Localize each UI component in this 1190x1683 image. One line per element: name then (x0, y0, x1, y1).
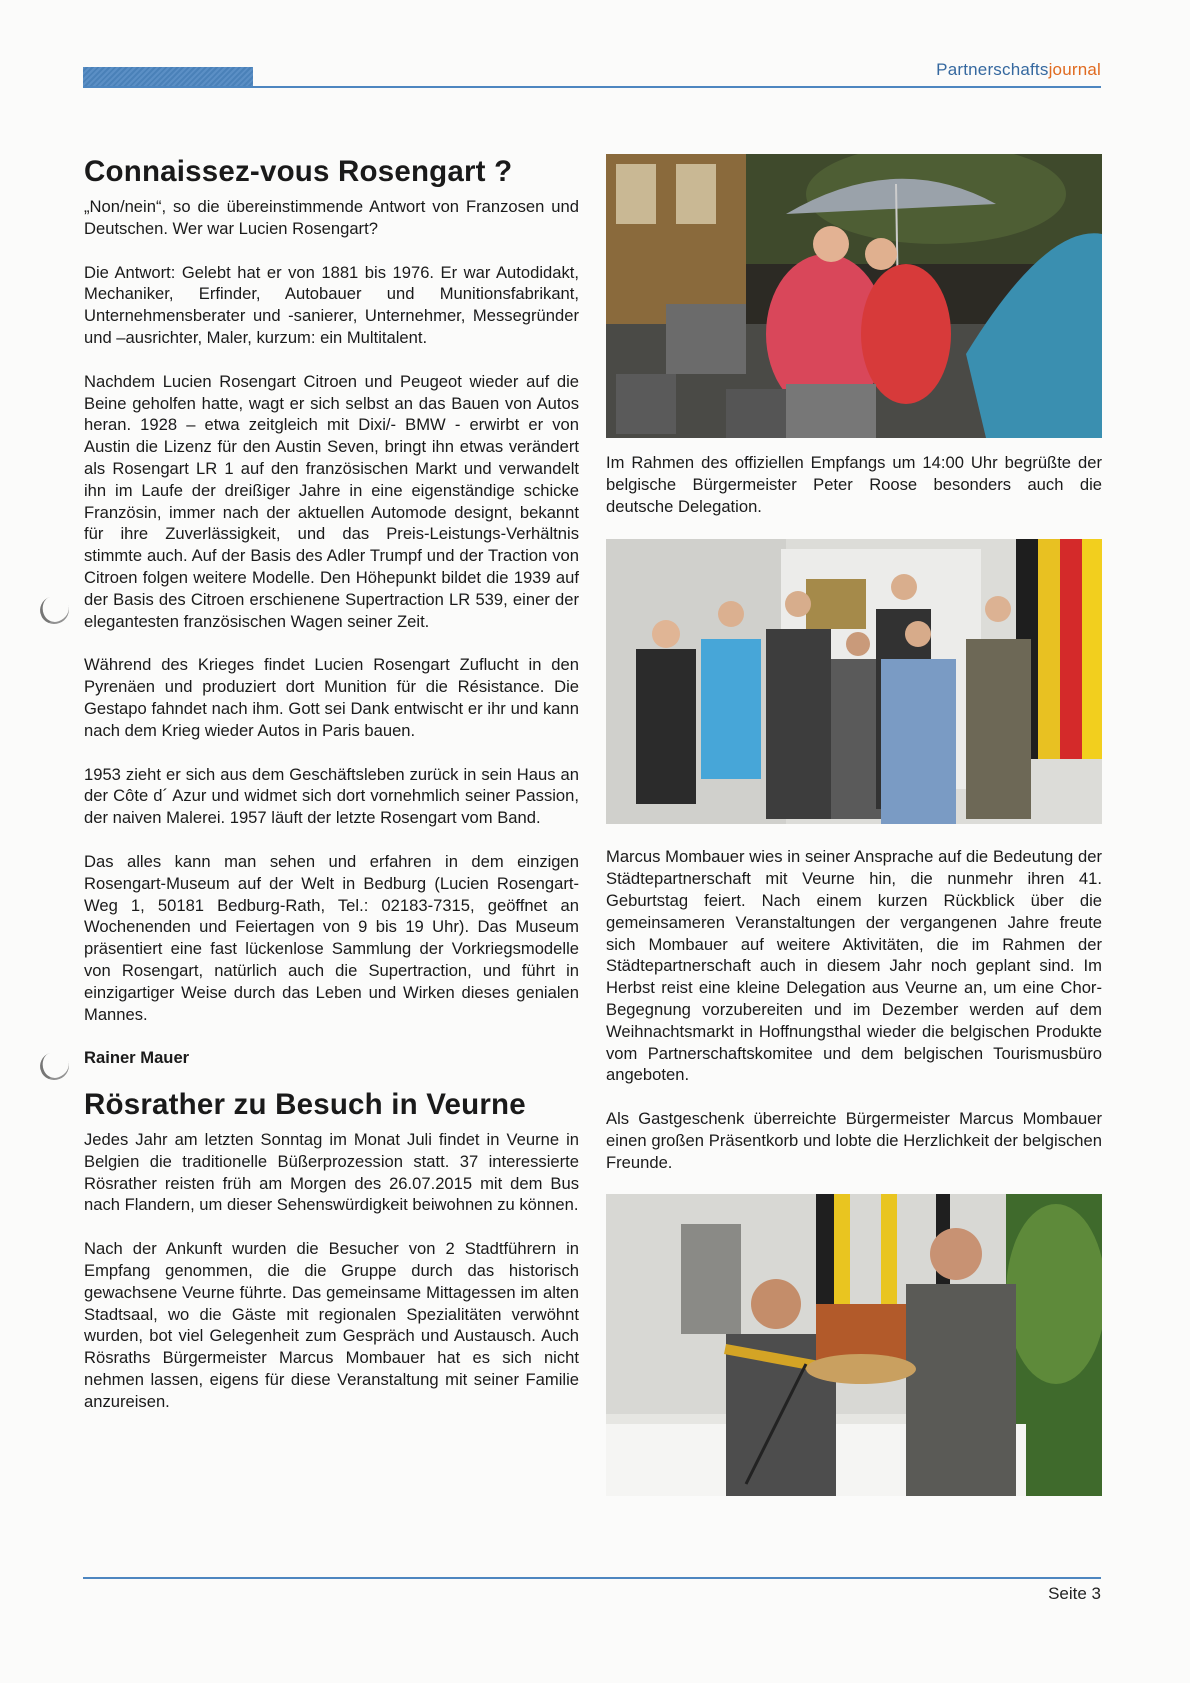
header-rule (83, 86, 1101, 88)
left-column (84, 154, 579, 1435)
paragraph: „Non/nein“, so die übereinstimmende Antwort von Franzosen und Deutschen. Wer war Lucien Rosengart? (84, 197, 579, 238)
photo-caption: Im Rahmen des offiziellen Empfangs um 14:00 Uhr begrüßte der belgische Bürgermeister Peter Roose besonders auch die deutsche Delegation. (606, 453, 1102, 516)
paragraph: Marcus Mombauer wies in seiner Ansprache auf die Bedeutung der Städtepartnerschaft mit Veurne hin, die nunmehr ihren 41. Geburtstag feiert. Nach einem kurzen Rückblick über die gemeinsameren Veranstaltungen der vergangenen Jahre freute sich Mombauer auf weitere Aktivitäten, die im Rahmen der Städtepartnerschaft auch in diesem Jahr noch geplant sind. Im Herbst reist eine kleine Delegation aus Veurne an, um eine Chor-Begegnung vorzubereiten und im Dezember werden auf dem Weihnachtsmarkt in Hoffnungsthal wieder die belgischen Produkte vom Partnerschaftskomitee und dem belgischen Tourismusbüro angeboten. (606, 847, 1102, 1085)
photo-group-delegation (606, 539, 1102, 824)
paragraph: Die Antwort: Gelebt hat er von 1881 bis 1976. Er war Autodidakt, Mechaniker, Erfinder, Autobauer und Munitionsfabrikant, Unternehmensberater und -sanierer, Unternehmer, Messegründer und –ausrichter, Maler, kurzum: ein Multitalent. (84, 262, 579, 347)
punch-hole-mark (36, 592, 73, 628)
paragraph: Das alles kann man sehen und erfahren in dem einzigen Rosengart-Museum auf der Welt in Bedburg (Lucien Rosengart-Weg 1, 50181 Bedburg-Rath, Tel.: 02183-7315, geöffnet an Wochenenden und Feiertagen von 9 bis 19 Uhr). Das Museum präsentiert eine fast lückenlose Sammlung der Vorkriegsmodelle von Rosengart, natürlich auch die Supertraction, und führt in einzigartiger Weise durch das Leben und Wirken dieses genialen Mannes. (84, 851, 579, 1024)
article-title-rosengart: Connaissez-vous Rosengart ? (84, 155, 513, 188)
photo-umbrella-guests (606, 154, 1102, 438)
paragraph: Nach der Ankunft wurden die Besucher von 2 Stadtführern in Empfang genommen, die die Gruppe durch das historisch gewachsene Veurne führte. Das gemeinsame Mittagessen im alten Stadtsaal, wo die Gäste mit regionalen Spezialitäten verwöhnt wurden, bot viel Gelegenheit zum Gespräch und Austausch. Auch Rösraths Bürgermeister Marcus Mombauer hat es sich nicht nehmen lassen, eigens für diese Veranstaltung mit seiner Familie anzureisen. (84, 1239, 579, 1411)
journal-title (936, 60, 1101, 80)
author-name: Rainer Mauer (84, 1048, 190, 1068)
paragraph: Als Gastgeschenk überreichte Bürgermeister Marcus Mombauer einen großen Präsentkorb und lobte die Herzlichkeit der belgischen Freunde. (606, 1109, 1102, 1172)
right-column (606, 154, 1102, 1496)
footer-rule (83, 1577, 1101, 1579)
paragraph: Nachdem Lucien Rosengart Citroen und Peugeot wieder auf die Beine geholfen hatte, wagt er sich selbst an das Bauen von Autos heran. 1928 – etwa zeitgleich mit Dixi/- BMW - erwirbt er von Austin die Lizenz für den Austin Seven, bringt ihn etwas verändert als Rosengart LR 1 auf den französischen Markt und verwandelt ihn im Laufe der dreißiger Jahre in eine eigenständige schicke Französin, immer nach der aktuellen Automode designt, bekannt für ihre Zuverlässigkeit, und das Preis-Leistungs-Verhältnis stimmte auch. Auf der Basis des Adler Trumpf und der Traction von Citroen folgen weitere Modelle. Den Höhepunkt bildet die 1939 auf der Basis des Citroen erschienene Supertraction LR 539, einer der elegantesten französischen Wagen seiner Zeit. (84, 371, 579, 631)
paragraph: 1953 zieht er sich aus dem Geschäftsleben zurück in sein Haus an der Côte d´ Azur und widmet sich dort vornehmlich seiner Passion, der naiven Malerei. 1957 läuft der letzte Rosengart vom Band. (84, 764, 579, 828)
header-accent-bar (83, 67, 253, 87)
paragraph: Während des Krieges findet Lucien Rosengart Zuflucht in den Pyrenäen und produziert dort Munition für die Résistance. Die Gestapo fahndet nach ihm. Gott sei Dank entwischt er ihr und kann nach dem Krieg wieder Autos in Paris bauen. (84, 655, 579, 740)
punch-hole-mark (36, 1048, 73, 1084)
article-title-veurne: Rösrather zu Besuch in Veurne (84, 1088, 526, 1122)
journal-title-part1: Partnerschafts (936, 60, 1049, 79)
page-number: Seite 3 (1048, 1584, 1101, 1603)
photo-gift-basket (606, 1194, 1102, 1496)
journal-title-part2: journal (1048, 60, 1101, 79)
paragraph: Jedes Jahr am letzten Sonntag im Monat Juli findet in Veurne in Belgien die traditionelle Büßerprozession statt. 37 interessierte Rösrather reisten früh am Morgen des 26.07.2015 mit dem Bus nach Flandern, um dieser Sehenswürdigkeit beiwohnen zu können. (84, 1130, 579, 1215)
